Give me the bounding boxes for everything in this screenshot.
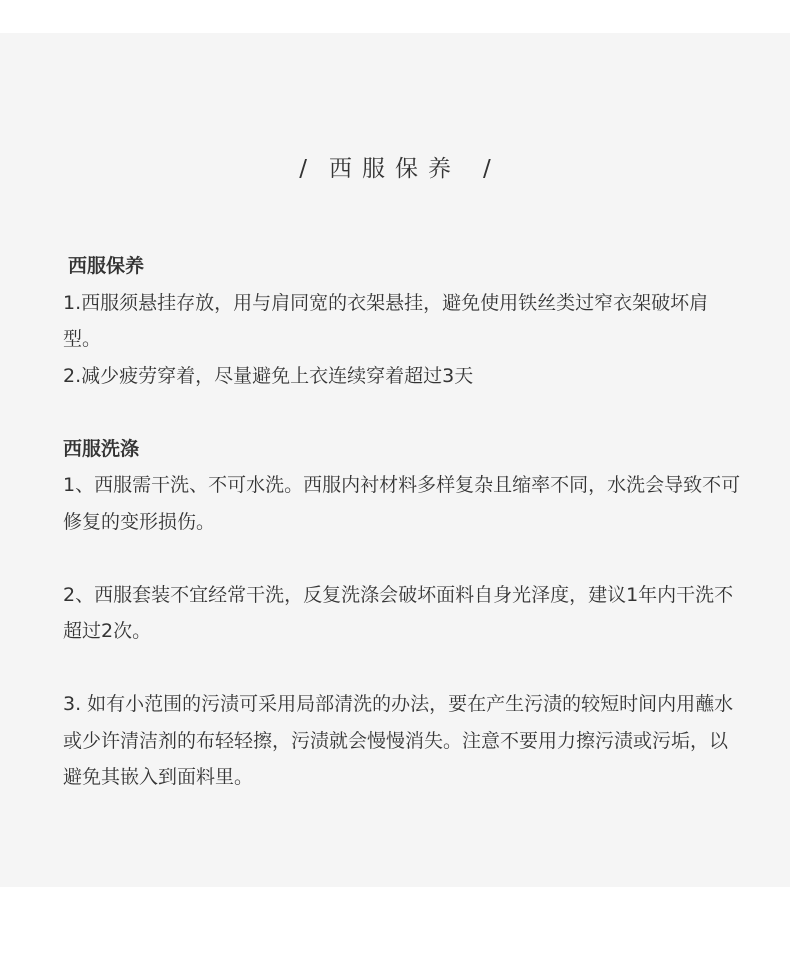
care-item-2: 2.减少疲劳穿着，尽量避免上衣连续穿着超过3天 [63,364,474,387]
spacer [63,540,743,577]
care-item-1: 1.西服须悬挂存放，用与肩同宽的衣架悬挂，避免使用铁丝类过窄衣架破坏肩型。 [63,291,709,350]
section-title [0,152,790,186]
spacer [63,394,743,431]
washing-heading: 西服洗涤 [63,437,140,460]
care-heading: 西服保养 [68,255,145,277]
title-left-slash: / [299,156,307,182]
care-instructions [63,248,743,796]
washing-item-1: 1、西服需干洗、不可水洗。西服内衬材料多样复杂且缩率不同，水洗会导致不可修复的变形损伤。 [63,474,741,533]
washing-item-3: 3. 如有小范围的污渍可采用局部清洗的办法，要在产生污渍的较短时间内用蘸水或少许清洁剂的布轻轻擦，污渍就会慢慢消失。注意不要用力擦污渍或污垢，以避免其嵌入到面料里。 [63,693,734,788]
title-text: 西服保养 [329,156,461,182]
spacer [63,650,743,687]
title-right-slash: / [483,156,491,182]
washing-item-2: 2、西服套装不宜经常干洗，反复洗涤会破坏面料自身光泽度，建议1年内干洗不超过2次。 [63,583,734,642]
